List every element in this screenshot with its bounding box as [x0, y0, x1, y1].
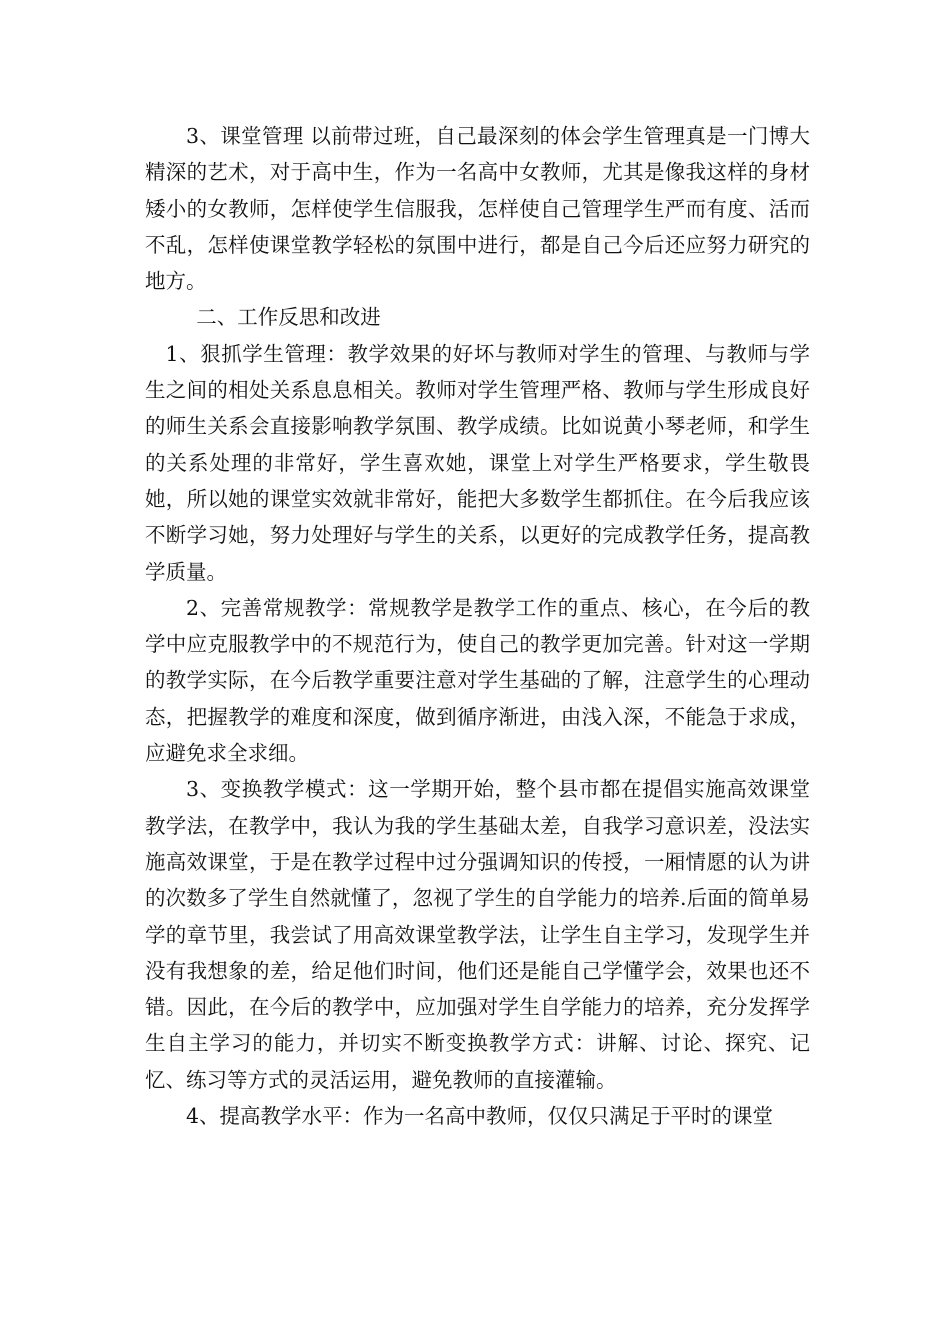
paragraph-student-management: 1、狠抓学生管理：教学效果的好坏与教师对学生的管理、与教师与学生之间的相处关系息息相关。教师对学生管理严格、教师与学生形成良好的师生关系会直接影响教学氛围、教学成绩。比如说黄小琴老师，和学生的关系处理的非常好，学生喜欢她，课堂上对学生严格要求，学生敬畏她，所以她的课堂实效就非常好，能把大多数学生都抓住。在今后我应该不断学习她，努力处理好与学生的关系，以更好的完成教学任务，提高教学质量。 — [145, 341, 810, 584]
paragraph-regular-teaching: 2、完善常规教学：常规教学是教学工作的重点、核心，在今后的教学中应克服教学中的不规范行为，使自己的教学更加完善。针对这一学期的教学实际，在今后教学重要注意对学生基础的了解，注意学生的心理动态，把握教学的难度和深度，做到循序渐进，由浅入深，不能急于求成，应避免求全求细。 — [145, 595, 810, 766]
paragraph-teaching-level: 4、提高教学水平：作为一名高中教师，仅仅只满足于平时的课堂 — [186, 1104, 774, 1129]
paragraph-classroom-management: 3、课堂管理 以前带过班，自己最深刻的体会学生管理真是一门博大精深的艺术，对于高中生，作为一名高中女教师，尤其是像我这样的身材矮小的女教师，怎样使学生信服我，怎样使自己管理学生严而有度、活而不乱，怎样使课堂教学轻松的氛围中进行，都是自己今后还应努力研究的地方。 — [145, 124, 810, 294]
paragraph-teaching-mode: 3、变换教学模式：这一学期开始，整个县市都在提倡实施高效课堂教学法，在教学中，我认为我的学生基础太差，自我学习意识差，没法实施高效课堂，于是在教学过程中过分强调知识的传授，一厢情愿的认为讲的次数多了学生自然就懂了，忽视了学生的自学能力的培养.后面的简单易学的章节里，我尝试了用高效课堂教学法，让学生自主学习，发现学生并没有我想象的差，给足他们时间，他们还是能自己学懂学会，效果也还不错。因此，在今后的教学中，应加强对学生自学能力的培养，充分发挥学生自主学习的能力，并切实不断变换教学方式：讲解、讨论、探究、记忆、练习等方式的灵活运用，避免教师的直接灌输。 — [145, 777, 810, 1092]
section-heading-reflection: 二、工作反思和改进 — [196, 305, 381, 330]
document-body — [145, 118, 810, 1134]
